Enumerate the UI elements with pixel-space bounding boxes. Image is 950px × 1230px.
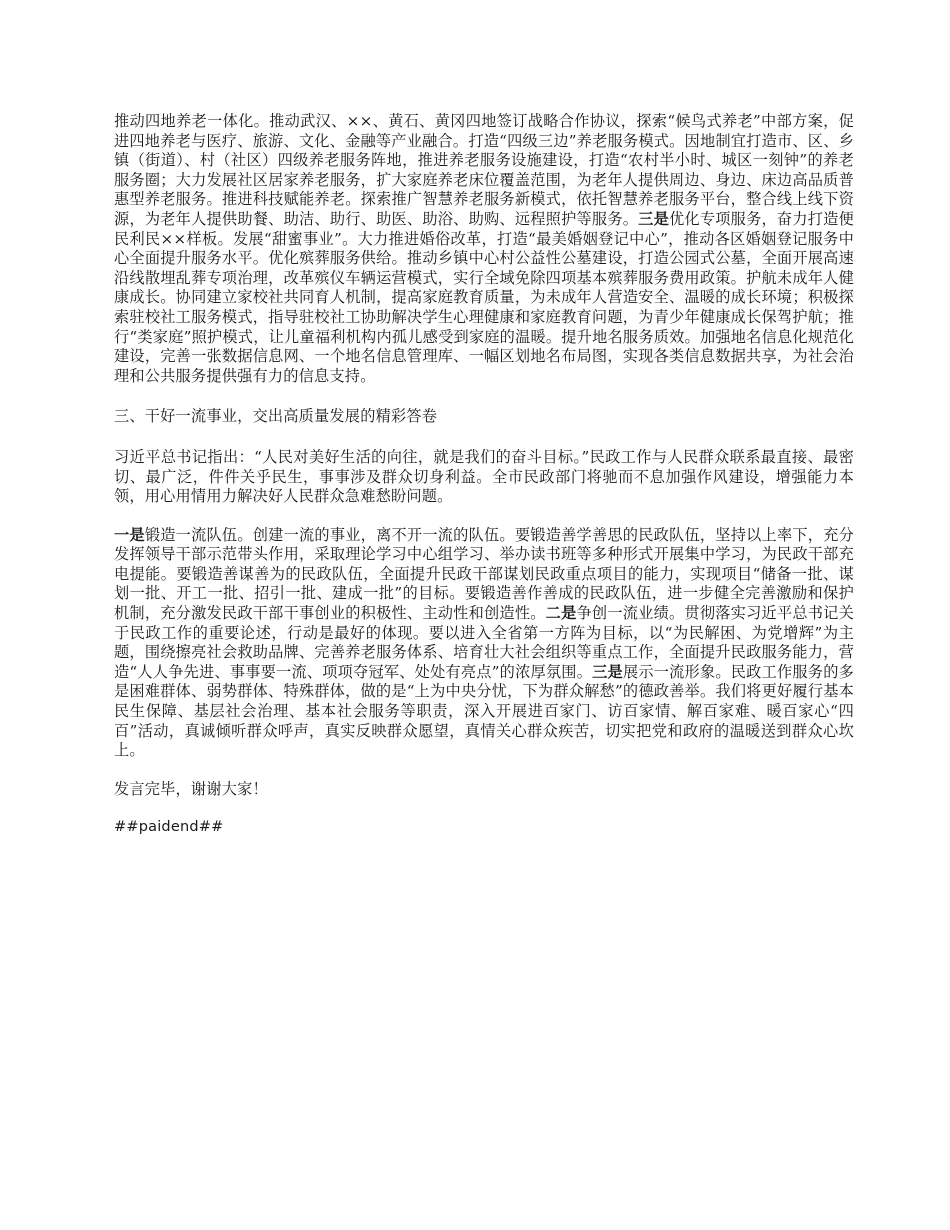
paragraph-first-class <box>114 526 854 761</box>
bold-marker: 一是 <box>114 525 145 544</box>
paragraph-elderly-care <box>114 112 854 386</box>
bold-marker: 三是 <box>638 209 670 228</box>
end-marker: ##paidend## <box>114 819 224 836</box>
bold-marker: 三是 <box>592 662 623 681</box>
paragraph-quote: 习近平总书记指出：“人民对美好生活的向往，就是我们的奋斗目标。”民政工作与人民群众联系最直接、最密切、最广泛，件件关乎民生，事事涉及群众切身利益。全市民政部门将驰而不息加强作风建设，增强能力本领，用心用情用力解决好人民群众急难愁盼问题。 <box>114 447 854 506</box>
section-heading: 三、干好一流事业，交出高质量发展的精彩答卷 <box>114 407 438 426</box>
paragraph-text: 展示一流形象。民政工作服务的多是困难群体、弱势群体、特殊群体，做的是“上为中央分忧，下为群众解愁”的德政善举。我们将更好履行基本民生保障、基层社会治理、基本社会服务等职责，深入开展进百家门、访百家情、解百家难、暖百家心“四百”活动，真诚倾听群众呼声，真实反映群众愿望，真情关心群众疾苦，切实把党和政府的温暖送到群众心坎上。 <box>114 662 854 760</box>
paragraph-text: 推动四地养老一体化。推动武汉、××、黄石、黄冈四地签订战略合作协议，探索“候鸟式养老”中部方案，促进四地养老与医疗、旅游、文化、金融等产业融合。打造“四级三边”养老服务模式。因地制宜打造市、区、乡镇（街道）、村（社区）四级养老服务阵地，推进养老服务设施建设，打造“农村半小时、城区一刻钟”的养老服务圈；大力发展社区居家养老服务，扩大家庭养老床位覆盖范围，为老年人提供周边、身边、床边高品质普惠型养老服务。推进科技赋能养老。探索推广智慧养老服务新模式，依托智慧养老服务平台，整合线上线下资源，为老年人提供助餐、助洁、助行、助医、助浴、助购、远程照护等服务。 <box>114 112 854 228</box>
paragraph-text: 锻造一流队伍。创建一流的事业，离不开一流的队伍。要锻造善学善思的民政队伍，坚持以上率下，充分发挥领导干部示范带头作用，采取理论学习中心组学习、举办读书班等多种形式开展集中学习，为民政干部充电提能。要锻造善谋善为的民政队伍，全面提升民政干部谋划民政重点项目的能力，实现项目“储备一批、谋划一批、开工一批、招引一批、建成一批”的目标。要锻造善作善成的民政队伍，进一步健全完善激励和保护机制，充分激发民政干部干事创业的积极性、主动性和创造性。 <box>114 525 855 623</box>
closing-line: 发言完毕，谢谢大家！ <box>114 779 268 798</box>
paragraph-text: 优化专项服务，奋力打造便民利民××样板。发展“甜蜜事业”。大力推进婚俗改革，打造“最美婚姻登记中心”，推动各区婚姻登记服务中心全面提升服务水平。优化殡葬服务供给。推动乡镇中心村公益性公墓建设，打造公园式公墓，全面开展高速沿线散埋乱葬专项治理，改革殡仪车辆运营模式，实行全域免除四项基本殡葬服务费用政策。护航未成年人健康成长。协同建立家校社共同育人机制，提高家庭教育质量，为未成年人营造安全、温暖的成长环境；积极探索驻校社工服务模式，指导驻校社工协助解决学生心理健康和家庭教育问题，为青少年健康成长保驾护航；推行“类家庭”照护模式，让儿童福利机构内孤儿感受到家庭的温暖。提升地名服务质效。加强地名信息化规范化建设，完善一张数据信息网、一个地名信息管理库、一幅区划地名布局图，实现各类信息数据共享，为社会治理和公共服务提供强有力的信息支持。 <box>114 209 854 385</box>
bold-marker: 二是 <box>545 604 577 623</box>
paragraph-text: 争创一流业绩。贯彻落实习近平总书记关于民政工作的重要论述，行动是最好的体现。要以进入全省第一方阵为目标，以“为民解困、为党增辉”为主题，围绕擦亮社会救助品牌、完善养老服务体系、培育壮大社会组织等重点工作，全面提升民政服务能力，营造“人人争先进、事事要一流、项项夺冠军、处处有亮点”的浓厚氛围。 <box>114 604 854 681</box>
